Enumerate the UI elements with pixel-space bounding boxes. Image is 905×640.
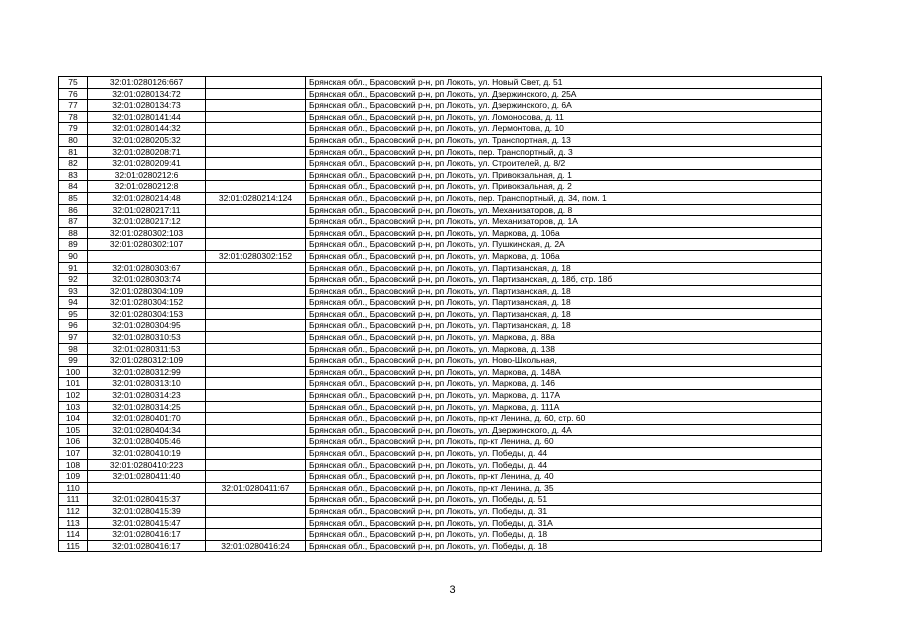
- address-cell: Брянская обл., Брасовский р-н, рп Локоть, ул. Ново-Школьная,: [306, 355, 822, 367]
- table-row: [59, 250, 822, 262]
- cadastral-number-cell: 32:01:0280410:223: [88, 459, 206, 471]
- linked-cadastral-number-cell: [206, 134, 306, 146]
- address-cell: Брянская обл., Брасовский р-н, рп Локоть, ул. Пушкинская, д. 2А: [306, 239, 822, 251]
- table-row: [59, 204, 822, 216]
- row-number-cell: 75: [59, 77, 88, 89]
- row-number-cell: 109: [59, 471, 88, 483]
- row-number-cell: 91: [59, 262, 88, 274]
- row-number-cell: 93: [59, 285, 88, 297]
- cadastral-number-cell: 32:01:0280217:11: [88, 204, 206, 216]
- address-cell: Брянская обл., Брасовский р-н, рп Локоть, ул. Победы, д. 31: [306, 505, 822, 517]
- table-row: [59, 343, 822, 355]
- cadastral-number-cell: 32:01:0280212:6: [88, 169, 206, 181]
- row-number-cell: 88: [59, 227, 88, 239]
- cadastral-number-cell: [88, 250, 206, 262]
- row-number-cell: 102: [59, 390, 88, 402]
- linked-cadastral-number-cell: [206, 529, 306, 541]
- row-number-cell: 76: [59, 88, 88, 100]
- linked-cadastral-number-cell: [206, 378, 306, 390]
- table-row: [59, 285, 822, 297]
- linked-cadastral-number-cell: [206, 77, 306, 89]
- linked-cadastral-number-cell: [206, 100, 306, 112]
- table-row: [59, 529, 822, 541]
- address-cell: Брянская обл., Брасовский р-н, рп Локоть, пер. Транспортный, д. 3: [306, 146, 822, 158]
- page-number: 3: [449, 584, 456, 596]
- cadastral-number-cell: 32:01:0280302:107: [88, 239, 206, 251]
- row-number-cell: 81: [59, 146, 88, 158]
- registry-table-container: [58, 76, 821, 552]
- table-row: [59, 297, 822, 309]
- table-row: [59, 77, 822, 89]
- address-cell: Брянская обл., Брасовский р-н, рп Локоть, ул. Механизаторов, д. 1А: [306, 216, 822, 228]
- cadastral-number-cell: 32:01:0280141:44: [88, 111, 206, 123]
- row-number-cell: 106: [59, 436, 88, 448]
- row-number-cell: 114: [59, 529, 88, 541]
- row-number-cell: 89: [59, 239, 88, 251]
- cadastral-number-cell: 32:01:0280304:95: [88, 320, 206, 332]
- row-number-cell: 115: [59, 540, 88, 552]
- linked-cadastral-number-cell: [206, 227, 306, 239]
- table-row: [59, 158, 822, 170]
- linked-cadastral-number-cell: [206, 297, 306, 309]
- table-row: [59, 100, 822, 112]
- registry-table: [58, 76, 822, 552]
- row-number-cell: 92: [59, 274, 88, 286]
- row-number-cell: 95: [59, 308, 88, 320]
- address-cell: Брянская обл., Брасовский р-н, рп Локоть, ул. Партизанская, д. 18: [306, 320, 822, 332]
- row-number-cell: 99: [59, 355, 88, 367]
- linked-cadastral-number-cell: [206, 169, 306, 181]
- row-number-cell: 105: [59, 424, 88, 436]
- table-row: [59, 134, 822, 146]
- address-cell: Брянская обл., Брасовский р-н, рп Локоть, ул. Новый Свет, д. 51: [306, 77, 822, 89]
- linked-cadastral-number-cell: [206, 448, 306, 460]
- table-row: [59, 146, 822, 158]
- linked-cadastral-number-cell: [206, 239, 306, 251]
- cadastral-number-cell: 32:01:0280304:109: [88, 285, 206, 297]
- linked-cadastral-number-cell: [206, 262, 306, 274]
- cadastral-number-cell: 32:01:0280405:46: [88, 436, 206, 448]
- address-cell: Брянская обл., Брасовский р-н, рп Локоть, пр-кт Ленина, д. 35: [306, 482, 822, 494]
- address-cell: Брянская обл., Брасовский р-н, рп Локоть, ул. Партизанская, д. 18: [306, 285, 822, 297]
- linked-cadastral-number-cell: [206, 216, 306, 228]
- row-number-cell: 96: [59, 320, 88, 332]
- address-cell: Брянская обл., Брасовский р-н, рп Локоть, ул. Дзержинского, д. 25А: [306, 88, 822, 100]
- cadastral-number-cell: 32:01:0280209:41: [88, 158, 206, 170]
- linked-cadastral-number-cell: [206, 459, 306, 471]
- address-cell: Брянская обл., Брасовский р-н, рп Локоть, ул. Маркова, д. 138: [306, 343, 822, 355]
- cadastral-number-cell: 32:01:0280212:8: [88, 181, 206, 193]
- linked-cadastral-number-cell: [206, 308, 306, 320]
- cadastral-number-cell: 32:01:0280416:17: [88, 529, 206, 541]
- linked-cadastral-number-cell: [206, 413, 306, 425]
- cadastral-number-cell: 32:01:0280304:152: [88, 297, 206, 309]
- address-cell: Брянская обл., Брасовский р-н, рп Локоть, ул. Механизаторов, д. 8: [306, 204, 822, 216]
- table-row: [59, 332, 822, 344]
- linked-cadastral-number-cell: [206, 204, 306, 216]
- cadastral-number-cell: 32:01:0280415:47: [88, 517, 206, 529]
- table-row: [59, 262, 822, 274]
- table-row: [59, 123, 822, 135]
- address-cell: Брянская обл., Брасовский р-н, рп Локоть, ул. Партизанская, д. 18б, стр. 18б: [306, 274, 822, 286]
- cadastral-number-cell: 32:01:0280313:10: [88, 378, 206, 390]
- row-number-cell: 78: [59, 111, 88, 123]
- linked-cadastral-number-cell: [206, 181, 306, 193]
- linked-cadastral-number-cell: [206, 274, 306, 286]
- row-number-cell: 94: [59, 297, 88, 309]
- address-cell: Брянская обл., Брасовский р-н, рп Локоть, ул. Лермонтова, д. 10: [306, 123, 822, 135]
- address-cell: Брянская обл., Брасовский р-н, рп Локоть, ул. Маркова, д. 106а: [306, 227, 822, 239]
- table-row: [59, 401, 822, 413]
- table-row: [59, 169, 822, 181]
- cadastral-number-cell: 32:01:0280134:72: [88, 88, 206, 100]
- address-cell: Брянская обл., Брасовский р-н, рп Локоть, ул. Строителей, д. 8/2: [306, 158, 822, 170]
- linked-cadastral-number-cell: [206, 424, 306, 436]
- cadastral-number-cell: 32:01:0280415:39: [88, 505, 206, 517]
- cadastral-number-cell: 32:01:0280404:34: [88, 424, 206, 436]
- address-cell: Брянская обл., Брасовский р-н, рп Локоть, ул. Маркова, д. 146: [306, 378, 822, 390]
- linked-cadastral-number-cell: [206, 111, 306, 123]
- row-number-cell: 86: [59, 204, 88, 216]
- address-cell: Брянская обл., Брасовский р-н, рп Локоть, пр-кт Ленина, д. 40: [306, 471, 822, 483]
- table-row: [59, 239, 822, 251]
- table-row: [59, 378, 822, 390]
- table-row: [59, 274, 822, 286]
- address-cell: Брянская обл., Брасовский р-н, рп Локоть, ул. Партизанская, д. 18: [306, 308, 822, 320]
- table-row: [59, 227, 822, 239]
- table-row: [59, 390, 822, 402]
- linked-cadastral-number-cell: [206, 390, 306, 402]
- cadastral-number-cell: 32:01:0280144:32: [88, 123, 206, 135]
- address-cell: Брянская обл., Брасовский р-н, рп Локоть, ул. Маркова, д. 106а: [306, 250, 822, 262]
- linked-cadastral-number-cell: 32:01:0280411:67: [206, 482, 306, 494]
- row-number-cell: 87: [59, 216, 88, 228]
- address-cell: Брянская обл., Брасовский р-н, рп Локоть, ул. Дзержинского, д. 4А: [306, 424, 822, 436]
- linked-cadastral-number-cell: 32:01:0280302:152: [206, 250, 306, 262]
- address-cell: Брянская обл., Брасовский р-н, рп Локоть, ул. Маркова, д. 117А: [306, 390, 822, 402]
- table-row: [59, 482, 822, 494]
- cadastral-number-cell: 32:01:0280302:103: [88, 227, 206, 239]
- address-cell: Брянская обл., Брасовский р-н, рп Локоть, ул. Маркова, д. 111А: [306, 401, 822, 413]
- row-number-cell: 80: [59, 134, 88, 146]
- cadastral-number-cell: 32:01:0280126:667: [88, 77, 206, 89]
- linked-cadastral-number-cell: [206, 517, 306, 529]
- row-number-cell: 77: [59, 100, 88, 112]
- address-cell: Брянская обл., Брасовский р-н, рп Локоть, ул. Дзержинского, д. 6А: [306, 100, 822, 112]
- address-cell: Брянская обл., Брасовский р-н, рп Локоть, ул. Ломоносова, д. 11: [306, 111, 822, 123]
- table-body: [59, 77, 822, 552]
- address-cell: Брянская обл., Брасовский р-н, рп Локоть, ул. Победы, д. 51: [306, 494, 822, 506]
- cadastral-number-cell: 32:01:0280217:12: [88, 216, 206, 228]
- row-number-cell: 98: [59, 343, 88, 355]
- table-row: [59, 216, 822, 228]
- address-cell: Брянская обл., Брасовский р-н, рп Локоть, пер. Транспортный, д. 34, пом. 1: [306, 192, 822, 204]
- row-number-cell: 108: [59, 459, 88, 471]
- linked-cadastral-number-cell: [206, 320, 306, 332]
- cadastral-number-cell: 32:01:0280312:99: [88, 366, 206, 378]
- row-number-cell: 82: [59, 158, 88, 170]
- row-number-cell: 79: [59, 123, 88, 135]
- cadastral-number-cell: 32:01:0280401:70: [88, 413, 206, 425]
- cadastral-number-cell: 32:01:0280303:74: [88, 274, 206, 286]
- table-row: [59, 459, 822, 471]
- cadastral-number-cell: 32:01:0280304:153: [88, 308, 206, 320]
- cadastral-number-cell: 32:01:0280411:40: [88, 471, 206, 483]
- row-number-cell: 83: [59, 169, 88, 181]
- linked-cadastral-number-cell: [206, 436, 306, 448]
- row-number-cell: 100: [59, 366, 88, 378]
- table-row: [59, 413, 822, 425]
- cadastral-number-cell: 32:01:0280314:23: [88, 390, 206, 402]
- row-number-cell: 104: [59, 413, 88, 425]
- row-number-cell: 111: [59, 494, 88, 506]
- cadastral-number-cell: 32:01:0280310:53: [88, 332, 206, 344]
- address-cell: Брянская обл., Брасовский р-н, рп Локоть, ул. Партизанская, д. 18: [306, 297, 822, 309]
- table-row: [59, 308, 822, 320]
- address-cell: Брянская обл., Брасовский р-н, рп Локоть, ул. Маркова, д. 88а: [306, 332, 822, 344]
- cadastral-number-cell: 32:01:0280314:25: [88, 401, 206, 413]
- row-number-cell: 113: [59, 517, 88, 529]
- table-row: [59, 540, 822, 552]
- address-cell: Брянская обл., Брасовский р-н, рп Локоть, пр-кт Ленина, д. 60, стр. 60: [306, 413, 822, 425]
- linked-cadastral-number-cell: [206, 88, 306, 100]
- row-number-cell: 97: [59, 332, 88, 344]
- address-cell: Брянская обл., Брасовский р-н, рп Локоть, ул. Привокзальная, д. 2: [306, 181, 822, 193]
- cadastral-number-cell: 32:01:0280312:109: [88, 355, 206, 367]
- table-row: [59, 88, 822, 100]
- linked-cadastral-number-cell: 32:01:0280214:124: [206, 192, 306, 204]
- address-cell: Брянская обл., Брасовский р-н, рп Локоть, ул. Транспортная, д. 13: [306, 134, 822, 146]
- row-number-cell: 103: [59, 401, 88, 413]
- row-number-cell: 112: [59, 505, 88, 517]
- linked-cadastral-number-cell: [206, 494, 306, 506]
- linked-cadastral-number-cell: 32:01:0280416:24: [206, 540, 306, 552]
- cadastral-number-cell: 32:01:0280208:71: [88, 146, 206, 158]
- cadastral-number-cell: 32:01:0280205:32: [88, 134, 206, 146]
- table-row: [59, 436, 822, 448]
- table-row: [59, 355, 822, 367]
- address-cell: Брянская обл., Брасовский р-н, рп Локоть, пр-кт Ленина, д. 60: [306, 436, 822, 448]
- row-number-cell: 84: [59, 181, 88, 193]
- linked-cadastral-number-cell: [206, 285, 306, 297]
- table-row: [59, 320, 822, 332]
- table-row: [59, 448, 822, 460]
- linked-cadastral-number-cell: [206, 343, 306, 355]
- cadastral-number-cell: 32:01:0280416:17: [88, 540, 206, 552]
- address-cell: Брянская обл., Брасовский р-н, рп Локоть, ул. Победы, д. 44: [306, 448, 822, 460]
- cadastral-number-cell: 32:01:0280415:37: [88, 494, 206, 506]
- cadastral-number-cell: 32:01:0280303:67: [88, 262, 206, 274]
- table-row: [59, 505, 822, 517]
- address-cell: Брянская обл., Брасовский р-н, рп Локоть, ул. Победы, д. 18: [306, 540, 822, 552]
- linked-cadastral-number-cell: [206, 158, 306, 170]
- table-row: [59, 192, 822, 204]
- linked-cadastral-number-cell: [206, 332, 306, 344]
- address-cell: Брянская обл., Брасовский р-н, рп Локоть, ул. Победы, д. 31А: [306, 517, 822, 529]
- table-row: [59, 517, 822, 529]
- table-row: [59, 494, 822, 506]
- row-number-cell: 85: [59, 192, 88, 204]
- linked-cadastral-number-cell: [206, 355, 306, 367]
- address-cell: Брянская обл., Брасовский р-н, рп Локоть, ул. Партизанская, д. 18: [306, 262, 822, 274]
- row-number-cell: 101: [59, 378, 88, 390]
- table-row: [59, 471, 822, 483]
- address-cell: Брянская обл., Брасовский р-н, рп Локоть, ул. Привокзальная, д. 1: [306, 169, 822, 181]
- table-row: [59, 366, 822, 378]
- table-row: [59, 424, 822, 436]
- linked-cadastral-number-cell: [206, 123, 306, 135]
- address-cell: Брянская обл., Брасовский р-н, рп Локоть, ул. Маркова, д. 148А: [306, 366, 822, 378]
- table-row: [59, 181, 822, 193]
- linked-cadastral-number-cell: [206, 366, 306, 378]
- linked-cadastral-number-cell: [206, 505, 306, 517]
- row-number-cell: 90: [59, 250, 88, 262]
- address-cell: Брянская обл., Брасовский р-н, рп Локоть, ул. Победы, д. 44: [306, 459, 822, 471]
- table-row: [59, 111, 822, 123]
- cadastral-number-cell: 32:01:0280214:48: [88, 192, 206, 204]
- address-cell: Брянская обл., Брасовский р-н, рп Локоть, ул. Победы, д. 18: [306, 529, 822, 541]
- row-number-cell: 107: [59, 448, 88, 460]
- row-number-cell: 110: [59, 482, 88, 494]
- cadastral-number-cell: 32:01:0280311:53: [88, 343, 206, 355]
- linked-cadastral-number-cell: [206, 471, 306, 483]
- cadastral-number-cell: 32:01:0280134:73: [88, 100, 206, 112]
- linked-cadastral-number-cell: [206, 401, 306, 413]
- cadastral-number-cell: 32:01:0280410:19: [88, 448, 206, 460]
- cadastral-number-cell: [88, 482, 206, 494]
- linked-cadastral-number-cell: [206, 146, 306, 158]
